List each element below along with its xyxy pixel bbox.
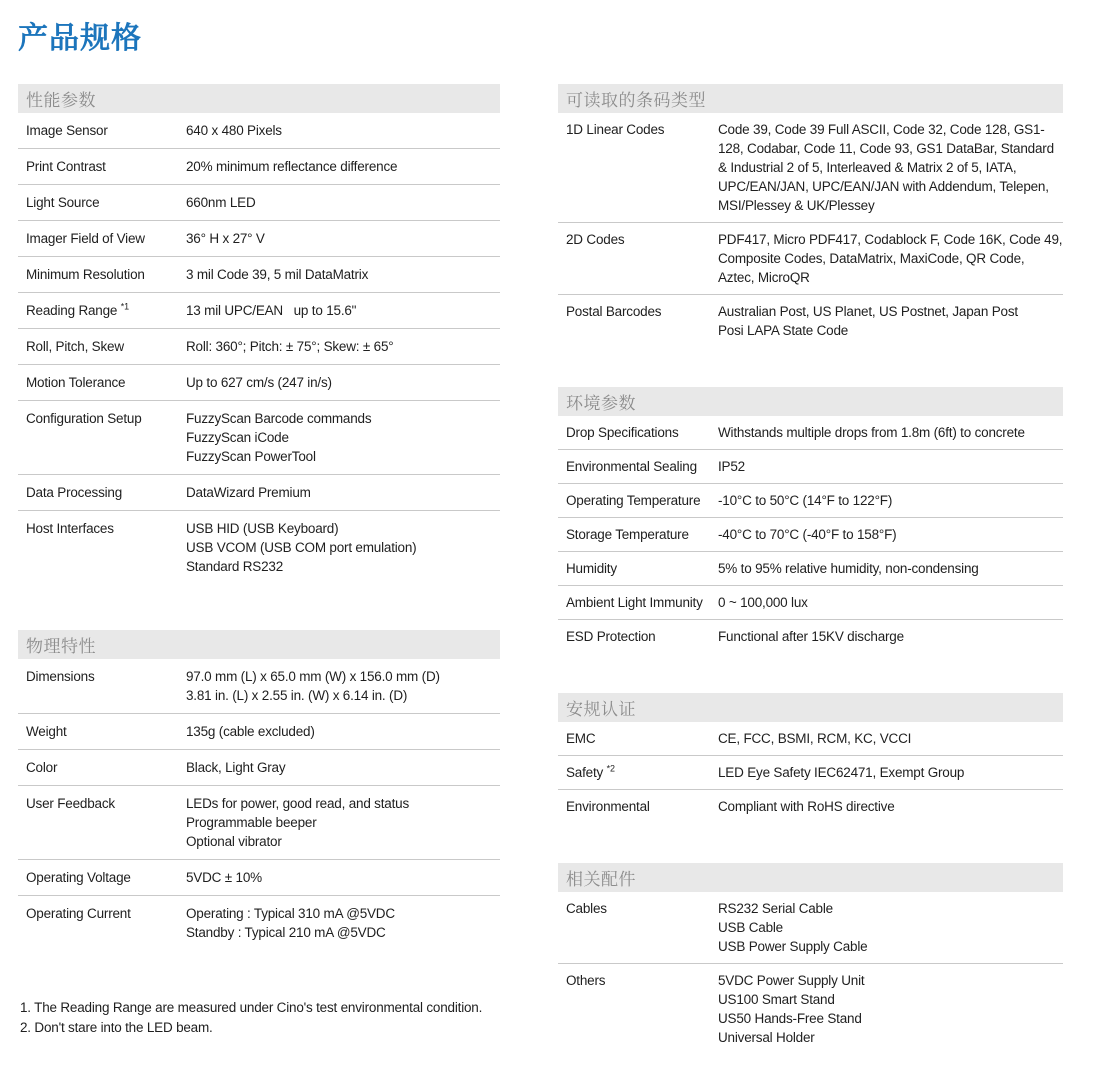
- spec-label-text: ESD Protection: [566, 629, 656, 644]
- spec-label-text: Motion Tolerance: [26, 375, 126, 390]
- spec-label-text: Host Interfaces: [26, 521, 114, 536]
- spec-label-text: Environmental Sealing: [566, 459, 697, 474]
- section-header: [558, 863, 1063, 892]
- spec-label-text: Operating Current: [26, 906, 131, 921]
- spec-value-line: Optional vibrator: [186, 834, 282, 849]
- spec-label: [566, 525, 718, 544]
- spec-label: [26, 667, 186, 705]
- spec-value: [186, 483, 500, 502]
- spec-value-line: Operating : Typical 310 mA @5VDC: [186, 906, 395, 921]
- spec-value-line: PDF417, Micro PDF417, Codablock F, Code 16K, Code 49, Composite Codes, DataMatrix, MaxiCode, QR Code, Aztec, MicroQR: [718, 232, 1066, 285]
- right-column-sections: [558, 84, 1066, 1054]
- spec-value: [718, 971, 1063, 1047]
- spec-row: [558, 619, 1063, 653]
- spec-label-text: Image Sensor: [26, 123, 108, 138]
- spec-label: [26, 337, 186, 356]
- spec-value-line: 5VDC Power Supply Unit: [718, 973, 865, 988]
- spec-section: [558, 387, 1063, 653]
- spec-value-line: 97.0 mm (L) x 65.0 mm (W) x 156.0 mm (D): [186, 669, 440, 684]
- spec-value: [718, 593, 1063, 612]
- spec-value-line: Universal Holder: [718, 1030, 815, 1045]
- spec-label: [566, 120, 718, 215]
- section-header: [558, 84, 1063, 113]
- spec-label-text: Postal Barcodes: [566, 304, 662, 319]
- section-rows: [18, 113, 500, 584]
- spec-value-line: US100 Smart Stand: [718, 992, 835, 1007]
- spec-label: [26, 193, 186, 212]
- spec-value: [186, 121, 500, 140]
- spec-label-text: Ambient Light Immunity: [566, 595, 703, 610]
- spec-value: [186, 265, 500, 284]
- spec-label-text: Operating Voltage: [26, 870, 131, 885]
- spec-label: [566, 729, 718, 748]
- spec-value-line: 640 x 480 Pixels: [186, 123, 282, 138]
- spec-value-line: IP52: [718, 459, 745, 474]
- spec-row: [558, 892, 1063, 963]
- spec-section: [558, 84, 1066, 347]
- spec-label-text: 2D Codes: [566, 232, 625, 247]
- section-title: 性能参数: [26, 91, 96, 110]
- spec-label: [26, 794, 186, 851]
- spec-value-line: Black, Light Gray: [186, 760, 286, 775]
- spec-label-text: Reading Range: [26, 303, 118, 318]
- spec-row: [558, 416, 1063, 449]
- spec-row: [18, 474, 500, 510]
- spec-value: [718, 899, 1063, 956]
- right-column: [558, 84, 1066, 1054]
- spec-label-text: Print Contrast: [26, 159, 106, 174]
- footnote-ref: *2: [606, 763, 615, 774]
- section-header: [18, 84, 500, 113]
- spec-value: [186, 337, 500, 356]
- spec-row: [558, 963, 1063, 1054]
- spec-label-text: Imager Field of View: [26, 231, 145, 246]
- spec-row: [18, 749, 500, 785]
- section-rows: [558, 722, 1063, 823]
- spec-row: [18, 713, 500, 749]
- spec-label: [26, 868, 186, 887]
- spec-section: [558, 863, 1063, 1054]
- spec-label: [566, 302, 718, 340]
- spec-label: [566, 593, 718, 612]
- spec-value-line: 13 mil UPC/EAN up to 15.6": [186, 303, 357, 318]
- spec-label-text: Environmental: [566, 799, 650, 814]
- spec-label-text: Minimum Resolution: [26, 267, 145, 282]
- section-title: 物理特性: [26, 637, 96, 656]
- spec-value-line: FuzzyScan PowerTool: [186, 449, 316, 464]
- spec-value-line: CE, FCC, BSMI, RCM, KC, VCCI: [718, 731, 912, 746]
- spec-label: [566, 457, 718, 476]
- spec-value-line: 20% minimum reflectance difference: [186, 159, 398, 174]
- spec-value-line: 135g (cable excluded): [186, 724, 315, 739]
- spec-value-line: USB Power Supply Cable: [718, 939, 868, 954]
- spec-value-line: Code 39, Code 39 Full ASCII, Code 32, Code 128, GS1-128, Codabar, Code 11, Code 93, GS1 DataBar, Standard & Industrial 2 of 5, Interleaved & Matrix 2 of 5, IATA, UPC/EAN/JAN, UPC/EAN/JAN with Addendum, Telepen, MSI/Plessey & UK/Plessey: [718, 122, 1058, 213]
- spec-value: [186, 722, 500, 741]
- spec-row: [558, 517, 1063, 551]
- spec-value-line: Posi LAPA State Code: [718, 323, 849, 338]
- spec-label: [26, 519, 186, 576]
- spec-value: [186, 301, 500, 320]
- spec-label-text: 1D Linear Codes: [566, 122, 665, 137]
- spec-value: [718, 627, 1063, 646]
- spec-label: [26, 483, 186, 502]
- spec-label: [566, 971, 718, 1047]
- spec-label: [26, 229, 186, 248]
- footnotes: [18, 998, 500, 1038]
- spec-row: [558, 483, 1063, 517]
- spec-section: [18, 630, 500, 950]
- spec-row: [18, 113, 500, 148]
- spec-label: [566, 763, 718, 782]
- spec-value-line: 660nm LED: [186, 195, 256, 210]
- spec-value: [186, 667, 500, 705]
- spec-label: [26, 301, 186, 320]
- spec-row: [558, 722, 1063, 755]
- spec-value: [186, 794, 500, 851]
- spec-value: [186, 758, 500, 777]
- spec-row: [558, 294, 1063, 347]
- spec-label-text: Others: [566, 973, 606, 988]
- spec-value: [186, 229, 500, 248]
- spec-label: [566, 627, 718, 646]
- spec-value-line: USB Cable: [718, 920, 783, 935]
- spec-value-line: USB VCOM (USB COM port emulation): [186, 540, 417, 555]
- spec-value: [718, 230, 1066, 287]
- spec-label-text: Color: [26, 760, 58, 775]
- spec-value-line: Australian Post, US Planet, US Postnet, Japan Post: [718, 304, 1018, 319]
- spec-row: [558, 113, 1063, 222]
- spec-row: [18, 184, 500, 220]
- spec-value: [186, 373, 500, 392]
- spec-label-text: Data Processing: [26, 485, 123, 500]
- spec-label-text: Drop Specifications: [566, 425, 679, 440]
- spec-value-line: -10°C to 50°C (14°F to 122°F): [718, 493, 893, 508]
- section-rows: [558, 416, 1063, 653]
- spec-value: [718, 457, 1063, 476]
- spec-value: [718, 120, 1063, 215]
- spec-label-text: Dimensions: [26, 669, 95, 684]
- spec-row: [18, 895, 500, 950]
- spec-label-text: Operating Temperature: [566, 493, 701, 508]
- spec-columns: [18, 84, 1066, 1054]
- section-title: 安规认证: [566, 700, 636, 719]
- spec-value: [718, 423, 1063, 442]
- section-title: 相关配件: [566, 870, 636, 889]
- page-title: 产品规格: [18, 22, 142, 55]
- spec-row: [558, 585, 1063, 619]
- spec-label-text: Safety: [566, 765, 604, 780]
- spec-value-line: DataWizard Premium: [186, 485, 311, 500]
- section-rows: [558, 113, 1066, 347]
- spec-value-line: LEDs for power, good read, and status: [186, 796, 409, 811]
- spec-label: [26, 722, 186, 741]
- spec-label: [26, 409, 186, 466]
- spec-value: [186, 409, 500, 466]
- spec-row: [18, 328, 500, 364]
- spec-value-line: 36° H x 27° V: [186, 231, 265, 246]
- spec-value: [718, 729, 1063, 748]
- spec-value-line: 5% to 95% relative humidity, non-condensing: [718, 561, 979, 576]
- section-rows: [18, 659, 500, 950]
- spec-value: [718, 302, 1063, 340]
- spec-value: [718, 559, 1063, 578]
- spec-value: [186, 868, 500, 887]
- spec-value-line: Standard RS232: [186, 559, 284, 574]
- spec-value-line: Standby : Typical 210 mA @5VDC: [186, 925, 386, 940]
- spec-value: [186, 193, 500, 212]
- spec-label: [26, 904, 186, 942]
- spec-row: [558, 449, 1063, 483]
- spec-value: [186, 157, 500, 176]
- spec-value-line: Programmable beeper: [186, 815, 317, 830]
- spec-row: [18, 510, 500, 584]
- spec-row: [18, 292, 500, 328]
- spec-value-line: 0 ~ 100,000 lux: [718, 595, 808, 610]
- spec-label: [566, 491, 718, 510]
- spec-label: [26, 265, 186, 284]
- spec-value-line: 3.81 in. (L) x 2.55 in. (W) x 6.14 in. (D): [186, 688, 408, 703]
- spec-label: [566, 797, 718, 816]
- spec-section: [558, 693, 1063, 823]
- spec-value-line: Functional after 15KV discharge: [718, 629, 904, 644]
- spec-label: [566, 899, 718, 956]
- spec-row: [18, 256, 500, 292]
- spec-value-line: -40°C to 70°C (-40°F to 158°F): [718, 527, 897, 542]
- section-rows: [558, 892, 1063, 1054]
- spec-label-text: Light Source: [26, 195, 100, 210]
- spec-value-line: Withstands multiple drops from 1.8m (6ft) to concrete: [718, 425, 1025, 440]
- spec-value-line: 5VDC ± 10%: [186, 870, 262, 885]
- spec-label-text: Cables: [566, 901, 607, 916]
- spec-label: [26, 121, 186, 140]
- spec-value: [186, 519, 500, 576]
- spec-value: [186, 904, 500, 942]
- spec-value: [718, 763, 1063, 782]
- spec-row: [558, 551, 1063, 585]
- spec-value-line: FuzzyScan iCode: [186, 430, 289, 445]
- footnote-2: 2. Don't stare into the LED beam.: [20, 1020, 213, 1035]
- spec-label-text: User Feedback: [26, 796, 115, 811]
- spec-row: [558, 789, 1063, 823]
- spec-value-line: 3 mil Code 39, 5 mil DataMatrix: [186, 267, 369, 282]
- spec-row: [18, 859, 500, 895]
- spec-row: [18, 364, 500, 400]
- spec-value-line: Compliant with RoHS directive: [718, 799, 895, 814]
- spec-row: [18, 220, 500, 256]
- spec-value-line: US50 Hands-Free Stand: [718, 1011, 862, 1026]
- spec-row: [558, 222, 1066, 294]
- spec-value-line: Roll: 360°; Pitch: ± 75°; Skew: ± 65°: [186, 339, 394, 354]
- spec-label-text: Humidity: [566, 561, 617, 576]
- spec-label-text: Roll, Pitch, Skew: [26, 339, 124, 354]
- section-header: [558, 693, 1063, 722]
- spec-label-text: Configuration Setup: [26, 411, 142, 426]
- spec-value: [718, 525, 1063, 544]
- spec-label-text: Weight: [26, 724, 67, 739]
- left-column: [18, 84, 500, 1038]
- spec-value-line: LED Eye Safety IEC62471, Exempt Group: [718, 765, 965, 780]
- spec-label: [566, 230, 718, 287]
- spec-label: [566, 423, 718, 442]
- footnote-1: 1. The Reading Range are measured under Cino's test environmental condition.: [20, 1000, 483, 1015]
- section-title: 可读取的条码类型: [566, 91, 706, 110]
- left-column-sections: [18, 84, 500, 950]
- footnote-ref: *1: [120, 301, 129, 312]
- spec-row: [18, 659, 500, 713]
- spec-row: [18, 400, 500, 474]
- spec-label: [26, 157, 186, 176]
- spec-label: [566, 559, 718, 578]
- spec-section: [18, 84, 500, 584]
- spec-label: [26, 758, 186, 777]
- spec-row: [18, 785, 500, 859]
- spec-label-text: EMC: [566, 731, 596, 746]
- spec-label: [26, 373, 186, 392]
- spec-value-line: USB HID (USB Keyboard): [186, 521, 339, 536]
- section-title: 环境参数: [566, 394, 636, 413]
- spec-value: [718, 491, 1063, 510]
- spec-row: [18, 148, 500, 184]
- spec-value-line: FuzzyScan Barcode commands: [186, 411, 372, 426]
- section-header: [18, 630, 500, 659]
- spec-value-line: Up to 627 cm/s (247 in/s): [186, 375, 332, 390]
- spec-label-text: Storage Temperature: [566, 527, 689, 542]
- spec-row: [558, 755, 1063, 789]
- section-header: [558, 387, 1063, 416]
- spec-value: [718, 797, 1063, 816]
- spec-value-line: RS232 Serial Cable: [718, 901, 833, 916]
